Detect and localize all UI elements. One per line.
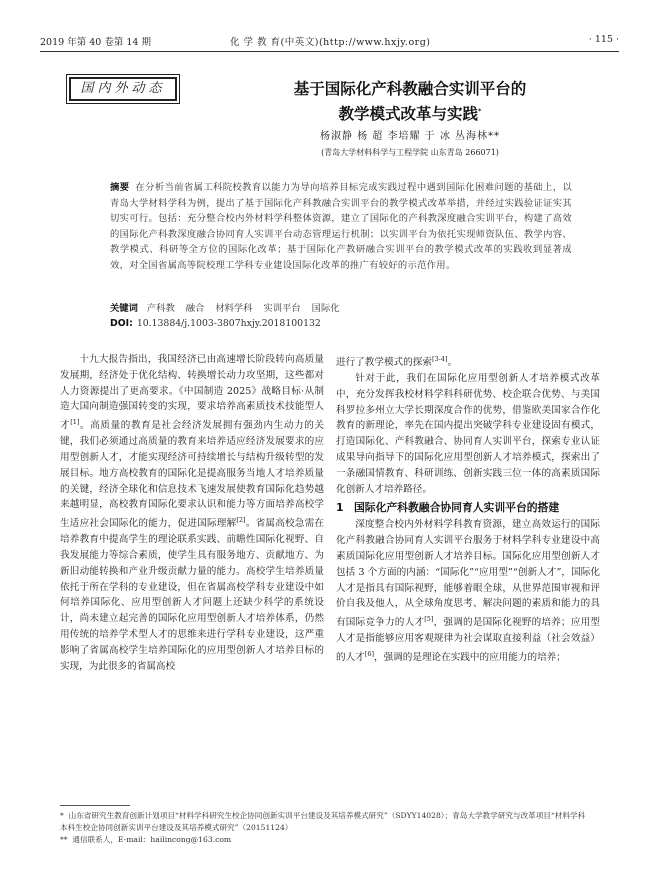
- body-column-right: [336, 352, 600, 666]
- paragraph-text: 。高质量的教育是社会经济发展拥有强劲内生动力的关键，我们必须通过高质量的教育来培养适应经济发展要求的应用型创新人才，才能实现经济可持续增长与结构升级转型的发展目标。地方高校教育的国际化是提高服务当地人才培养质量的关键，经济全球化和信息技术飞速发展使教育国际化趋势越来越明显，高校教育国际化要求认识和能力等方面培养高校学生适应社会国际化的能力，促进国际理解: [60, 420, 325, 530]
- paragraph-text: 十九大报告指出，我国经济已由高速增长阶段转向高质量发展期，经济处于优化结构、转换增长动力攻坚期，这些都对人力资源提出了更高要求。《中国制造 2025》战略目标·从制造大国向制造强国转变的实现，要求培养高素质技术技能型人才: [60, 354, 324, 432]
- section-heading-1: [336, 499, 600, 516]
- section-title: 国际化产科教融合协同育人实训平台的搭建: [354, 501, 560, 515]
- paragraph-text: 深度整合校内外材料学科教育资源，建立高效运行的国际化产科教融合协同育人实训平台服务于材料学科专业建设中高素质国际化应用型创新人才培养目标。国际化应用型创新人才包括 3 个方面的内涵：“国际化”“应用型”“创新人才”，国际化人才是指具有国际视野，能够着眼全球，从世界范围审视和评价自我及他人，从全球角度思考、解决问题的素质和能力的具有国际竞争力的人才: [336, 519, 600, 629]
- body-paragraph: [60, 352, 324, 674]
- running-header: [40, 34, 619, 50]
- abstract: [110, 180, 572, 274]
- footnote-text: 通信联系人，E-mail：hailincong@163.com: [72, 835, 232, 844]
- doi: [110, 318, 321, 329]
- doi-label: DOI:: [110, 318, 133, 329]
- paragraph-text: 。: [447, 357, 458, 369]
- footnote-mark: *: [60, 811, 64, 820]
- citation[interactable]: [5]: [424, 615, 434, 624]
- abstract-label: 摘要: [110, 182, 130, 193]
- footnote-text: 山东省研究生教育创新计划项目“材料学科研究生校企协同创新实训平台建设及其培养模式研究”（SDYY14028）；青岛大学教学研究与改革项目“材料学科本科生校企协同创新实训平台建设及其培养模式研究”（20151124）: [60, 811, 586, 832]
- doi-value[interactable]: 10.13884/j.1003-3807hxjy.2018100132: [136, 318, 321, 329]
- footnotes: [60, 810, 590, 846]
- footnote-divider: [60, 805, 130, 806]
- keywords-label: 关键词: [110, 303, 138, 314]
- keyword: 融合: [185, 303, 205, 314]
- body-paragraph: 针对于此，我们在国际化应用型创新人才培养模式改革中，充分发挥我校材料学科科研优势、校企联合优势、与美国科罗拉多州立大学长期深度合作的优势，借鉴欧美国家合作化教育的新理论，率先在国内提出突破学科专业建设固有模式，打造国际化、产科教融合、协同育人实训平台，探索专业认证成果导向指导下的国际化应用型创新人才培养模式，探索出了一条融国情教育、科研训练、创新实践三位一体的高素质国际化创新人才培养路径。: [336, 372, 600, 495]
- footnote-contact: [60, 834, 590, 846]
- keyword: 实训平台: [263, 303, 301, 314]
- paragraph-text: ，强调的是国际化视野的培养；应用型人才是指能够应用客观规律为社会谋取直接利益（社会效益）的人才: [336, 617, 601, 664]
- footnote-funding: [60, 810, 590, 834]
- citation[interactable]: [1]: [70, 418, 80, 427]
- citation[interactable]: [3-4]: [431, 355, 448, 363]
- author-list: 杨淑静 杨 超 李培耀 于 冰 丛海林**: [319, 131, 501, 142]
- article-title-line2-text: 教学模式改革与实践: [338, 105, 479, 124]
- abstract-text: 在分析当前省属工科院校教育以能力为导向培养目标完成实践过程中遇到国际化困难问题的基础上，以青岛大学材料学科为例，提出了基于国际化产科教融合实训平台的教学模式改革举措，并经过实践验证证实其切实可行。包括：充分整合校内外材料学科整体资源，建立了国际化的产科教深度融合实训平台，构建了高效的国际化产科教深度融合协同育人实训平台动态管理运行机制；以实训平台为依托实现师资队伍、教学内容、教学模式、科研等全方位的国际化改革；基于国际化产教研融合实训平台的教学模式改革的实践收到显著成效，对全国省属高等院校理工学科专业建设国际化改革的推广有较好的示范作用。: [110, 182, 572, 271]
- body-paragraph: [336, 517, 600, 666]
- keyword: 材料学科: [215, 303, 253, 314]
- paragraph-text: 。省属高校急需在培养教育中提高学生的理论联系实践、前瞻性国际化视野、自我发展能力等综合素质，使学生具有服务地方、贡献地方、为新旧动能转换和产业升级贡献力量的能力。高校学生培养质量依托于所在学科的专业建设，但在省属高校学科专业建设中如何培养国际化、应用型创新人才问题上还缺少科学的系统设计，尚未建立起完善的国际化应用型创新人才培养体系，仍然用传统的培养学术型人才的思维来进行学科专业建设，这严重影响了省属高校学生培养国际化的应用型创新人才培养目标的实现，为此很多的省属高校: [60, 518, 325, 672]
- body-paragraph-continued: [336, 352, 600, 371]
- keyword: 国际化: [311, 303, 340, 314]
- paragraph-text: ，强调的是理论在实践中的应用能力的培养；: [374, 652, 566, 664]
- paragraph-text: 进行了教学模式的探索: [336, 357, 432, 369]
- footnote-mark: **: [60, 835, 68, 844]
- keywords: [110, 300, 348, 314]
- issue-info: 2019 年第 40 卷第 14 期: [40, 37, 151, 48]
- section-number: 1: [336, 501, 344, 515]
- article-title-line2: [240, 100, 580, 125]
- header-divider: [40, 51, 619, 52]
- citation[interactable]: [6]: [364, 649, 374, 658]
- article-title-line1: 基于国际化产科教融合实训平台的: [293, 80, 527, 98]
- affiliation: (青岛大学材料科学与工程学院 山东青岛 266071): [321, 148, 499, 157]
- journal-name: 化 学 教 育(中英文)(http://www.hxjy.org): [230, 37, 431, 48]
- title-footnote-mark: *: [478, 107, 482, 115]
- body-column-left: [60, 352, 324, 674]
- section-badge-label: 国内外动态: [80, 81, 166, 96]
- citation[interactable]: [2]: [236, 516, 246, 525]
- page-number: · 115 ·: [588, 34, 619, 45]
- keyword: 产科教: [146, 303, 175, 314]
- section-badge: [69, 77, 177, 101]
